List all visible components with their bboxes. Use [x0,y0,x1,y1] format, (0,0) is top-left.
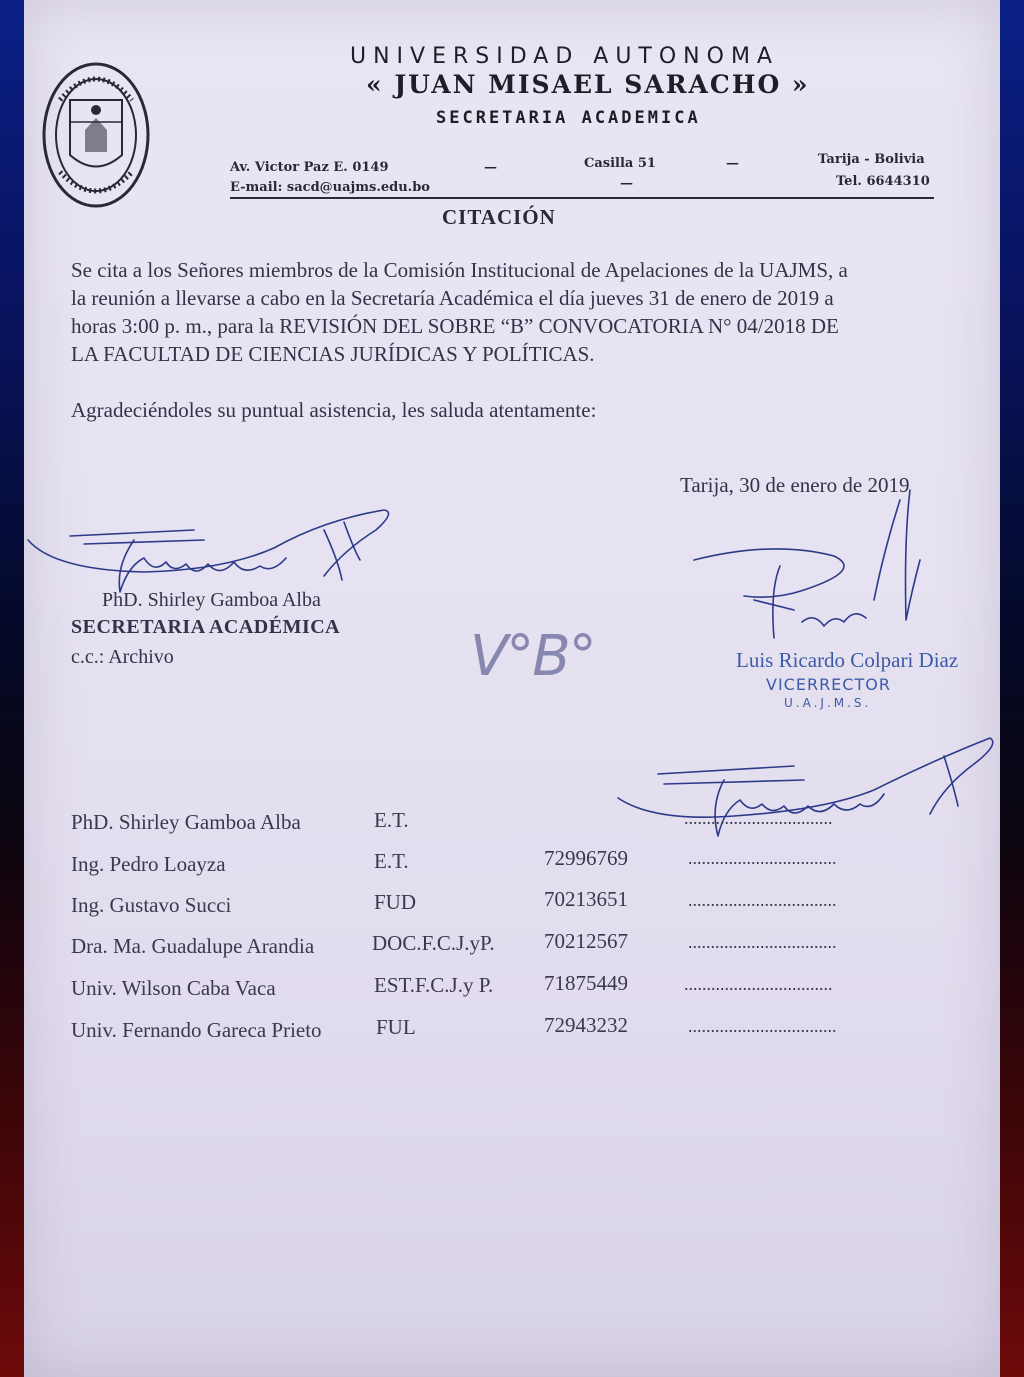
university-name-line2: « JUAN MISAEL SARACHO » [366,70,810,99]
member-name: Ing. Pedro Loayza [71,852,226,876]
member-role: EST.F.C.J.y P. [374,973,494,997]
vice-rector-title-stamp: VICERRECTOR [766,675,891,694]
member-name: Ing. Gustavo Succi [71,893,232,917]
place-date: Tarija, 30 de enero de 2019 [680,473,910,497]
vice-rector-org-stamp: U.A.J.M.S. [784,696,872,710]
header-rule [230,197,934,199]
po-box-text: Casilla 51 [584,156,656,171]
signature-line: ................................. [688,848,837,868]
member-phone: 71875449 [544,971,628,995]
secretary-name: PhD. Shirley Gamboa Alba [102,589,321,611]
member-name: Univ. Wilson Caba Vaca [71,976,276,1000]
phone-text: Tel. 6644310 [836,174,930,189]
member-role: FUD [374,890,417,914]
paragraph-line: horas 3:00 p. m., para la REVISIÓN DEL SOBRE “B” CONVOCATORIA N° 04/2018 DE [71,314,839,338]
paragraph-line: la reunión a llevarse a cabo en la Secretaría Académica el día jueves 31 de enero de 2019 a [71,286,834,310]
cc-archive: c.c.: Archivo [71,646,174,668]
vice-rector-name-stamp: Luis Ricardo Colpari Diaz [736,648,959,672]
member-phone: 72996769 [544,846,628,870]
member-phone: 72943232 [544,1013,628,1037]
signature-line: ................................. [688,1016,837,1036]
member-name: PhD. Shirley Gamboa Alba [71,810,301,834]
member-phone: 70212567 [544,929,628,953]
document-title: CITACIÓN [442,205,556,229]
member-phone: 70213651 [544,887,628,911]
university-seal-icon [40,60,152,210]
city-text: Tarija - Bolivia [818,152,925,167]
member-name: Dra. Ma. Guadalupe Arandia [71,934,315,958]
member-role: FUL [376,1015,416,1039]
separator-dash: — [726,156,739,171]
signature-line: ................................. [684,808,833,828]
separator-dash: — [620,176,633,191]
member-role: DOC.F.C.J.yP. [372,931,495,955]
approval-mark: V°B° [470,624,595,689]
signature-line: ................................. [688,932,837,952]
address-text: Av. Victor Paz E. 0149 [230,160,389,175]
paragraph-line: LA FACULTAD DE CIENCIAS JURÍDICAS Y POLÍTICAS. [71,342,595,366]
document-page [24,0,1000,1377]
secretary-title: SECRETARIA ACADÉMICA [71,616,341,638]
member-role: E.T. [374,808,409,832]
paragraph-line: Se cita a los Señores miembros de la Comisión Institucional de Apelaciones de la UAJMS, a [71,258,848,282]
signature-line: ................................. [688,890,837,910]
department-name: SECRETARIA ACADEMICA [436,108,701,128]
vice-rector-signature [684,470,964,650]
separator-dash: — [484,160,497,175]
university-name-line1: UNIVERSIDAD AUTONOMA [350,44,779,69]
member-name: Univ. Fernando Gareca Prieto [71,1018,322,1042]
email-text: E-mail: sacd@uajms.edu.bo [230,180,430,195]
member-role: E.T. [374,849,409,873]
signature-line: ................................. [684,974,833,994]
closing-text: Agradeciéndoles su puntual asistencia, les saluda atentamente: [71,398,597,422]
